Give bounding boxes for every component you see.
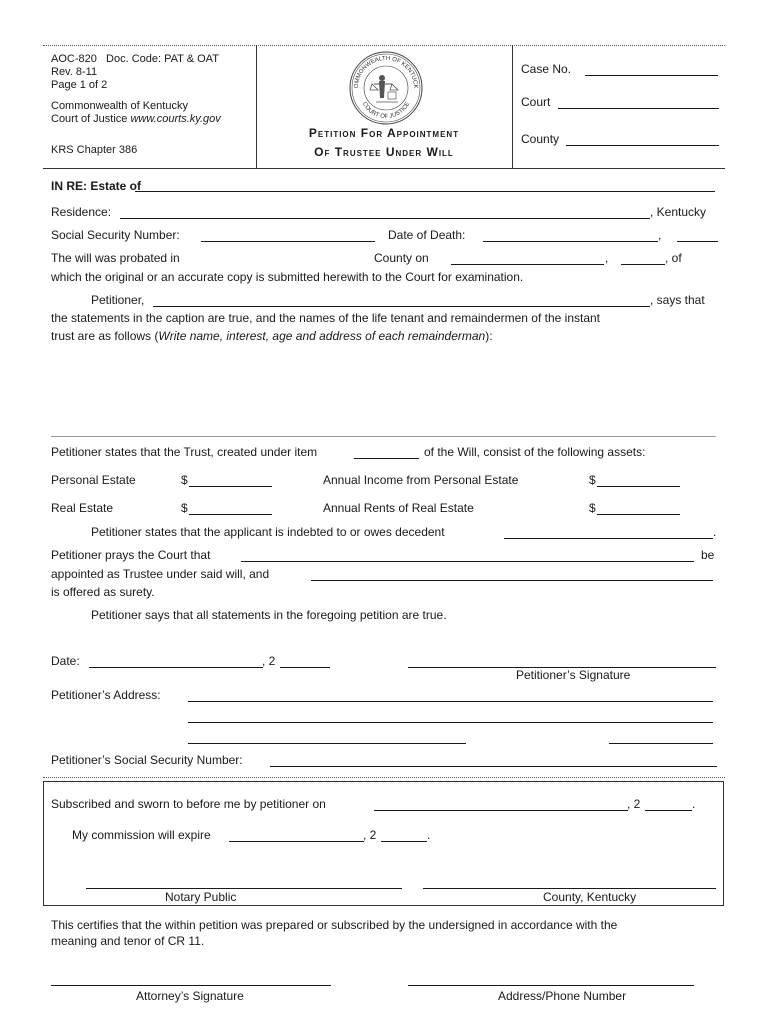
trust-states-label-a: Petitioner states that the Trust, created under item [51,445,318,459]
probated-county-field[interactable] [211,264,374,265]
statements-text: the statements in the caption are true, and the names of the life tenant and remaindermen of the instant [51,311,601,325]
revision: Rev. 8-11 [51,66,98,78]
certifies-text-1: This certifies that the within petition was prepared or subscribed by the undersigned in accordance with the [51,918,618,932]
date-label: Date: [51,654,80,668]
court-field[interactable] [558,108,719,109]
case-no-field[interactable] [585,75,718,76]
indebted-label: Petitioner states that the applicant is indebted to or owes decedent [91,525,445,539]
petitioner-ssn-field[interactable] [270,766,717,767]
seal-icon [348,50,424,126]
of-label: , of [665,251,682,265]
county-field[interactable] [566,145,719,146]
petitioner-label: Petitioner, [91,293,145,307]
probated-label: The will was probated in [51,251,180,265]
trust-instruction: trust are as follows (Write name, interest, age and address of each remainderman): [51,329,493,343]
date-field[interactable] [89,667,263,668]
petitioner-name-field[interactable] [153,306,650,307]
personal-estate-label: Personal Estate [51,473,136,487]
petitioner-ssn-label: Petitioner’s Social Security Number: [51,753,243,767]
petitioner-address-line3a[interactable] [188,743,466,744]
probate-comma: , [605,251,609,265]
which-original-text: which the original or an accurate copy is submitted herewith to the Court for examination. [51,270,524,284]
annual-income-field[interactable] [597,486,680,487]
trust-item-field[interactable] [354,458,419,459]
probate-year-field[interactable] [621,264,665,265]
indebted-period: . [713,525,717,539]
all-true-statement: Petitioner says that all statements in the foregoing petition are true. [91,608,447,622]
dod-comma: , [658,228,662,242]
commission-year-prefix: , 2 [363,828,377,842]
commission-date-field[interactable] [229,841,364,842]
attorney-signature-label: Attorney’s Signature [136,989,244,1003]
residence-label: Residence: [51,205,112,219]
real-estate-field[interactable] [189,514,272,515]
prays-label: Petitioner prays the Court that [51,548,211,562]
personal-estate-field[interactable] [189,486,272,487]
petitioner-address-line3b[interactable] [609,743,713,744]
header-divider-right [512,45,513,168]
petitioner-address-label: Petitioner’s Address: [51,688,161,702]
trustee-name-field[interactable] [241,561,694,562]
indebted-field[interactable] [504,538,713,539]
svg-text:COMMONWEALTH OF KENTUCKY: OMMONWEALTH OF KENTUCK [353,55,419,89]
be-label: be [701,548,715,562]
header-top-rule [43,45,725,46]
in-re-label: IN RE: Estate of [51,179,142,193]
notary-signature-field[interactable] [86,888,402,889]
date-of-death-field[interactable] [483,241,658,242]
subscribed-period: . [692,797,696,811]
county-kentucky-label: County, Kentucky [543,890,637,904]
estate-of-field[interactable] [135,191,715,192]
header-bottom-rule [43,168,725,169]
surety-label: is offered as surety. [51,585,155,599]
county-label: County [521,132,560,146]
annual-income-dollar: $ [589,473,596,487]
notary-public-label: Notary Public [165,890,237,904]
form-title-line2: Of Trustee Under Will [314,145,454,159]
attorney-signature-field[interactable] [51,985,331,986]
remaindermen-area[interactable] [51,436,716,437]
petitioner-address-line2[interactable] [188,722,713,723]
petitioner-signature-label: Petitioner’s Signature [516,668,631,682]
certifies-text-2: meaning and tenor of CR 11. [51,934,205,948]
says-that-label: , says that [650,293,705,307]
page-number: Page 1 of 2 [51,79,108,91]
annual-rents-dollar: $ [589,501,596,515]
petitioner-address-line1[interactable] [188,701,713,702]
court-label: Court [521,95,551,109]
annual-rents-field[interactable] [597,514,680,515]
date-of-death-label: Date of Death: [388,228,466,242]
probate-date-field[interactable] [451,264,604,265]
commonwealth-label: Commonwealth of Kentucky [51,100,188,112]
form-title-line1: Petition For Appointment [308,126,460,140]
subscribed-label: Subscribed and sworn to before me by petitioner on [51,797,326,811]
kentucky-label: , Kentucky [650,205,707,219]
case-no-label: Case No. [521,62,572,76]
trust-states-label-b: of the Will, consist of the following assets: [424,445,646,459]
form-number: AOC-820 Doc. Code: PAT & OAT [51,53,219,65]
annual-income-label: Annual Income from Personal Estate [323,473,519,487]
date-of-death-year-field[interactable] [677,241,718,242]
address-phone-label: Address/Phone Number [498,989,627,1003]
surety-field[interactable] [311,580,713,581]
date-year-field[interactable] [280,667,330,668]
notary-separator [43,777,725,778]
subscribed-year-field[interactable] [645,810,692,811]
ssn-label: Social Security Number: [51,228,180,242]
subscribed-date-field[interactable] [374,810,628,811]
commission-year-field[interactable] [381,841,427,842]
date-year-prefix: , 2 [262,654,276,668]
statute-label: KRS Chapter 386 [51,144,138,156]
annual-rents-label: Annual Rents of Real Estate [323,501,474,515]
subscribed-year-prefix: , 2 [627,797,641,811]
commission-period: . [427,828,431,842]
real-estate-dollar: $ [181,501,188,515]
appointed-label: appointed as Trustee under said will, and [51,567,270,581]
notary-county-field[interactable] [423,888,716,889]
residence-field[interactable] [120,218,650,219]
county-on-label: County on [374,251,429,265]
commission-label: My commission will expire [72,828,211,842]
real-estate-label: Real Estate [51,501,114,515]
ssn-field[interactable] [201,241,375,242]
svg-text:COURT OF JUSTICE: COURT OF JUSTICE [360,101,412,121]
court-of-justice: Court of Justice www.courts.ky.gov [51,113,221,125]
address-phone-field[interactable] [408,985,694,986]
personal-estate-dollar: $ [181,473,188,487]
court-url[interactable]: www.courts.ky.gov [130,113,221,125]
